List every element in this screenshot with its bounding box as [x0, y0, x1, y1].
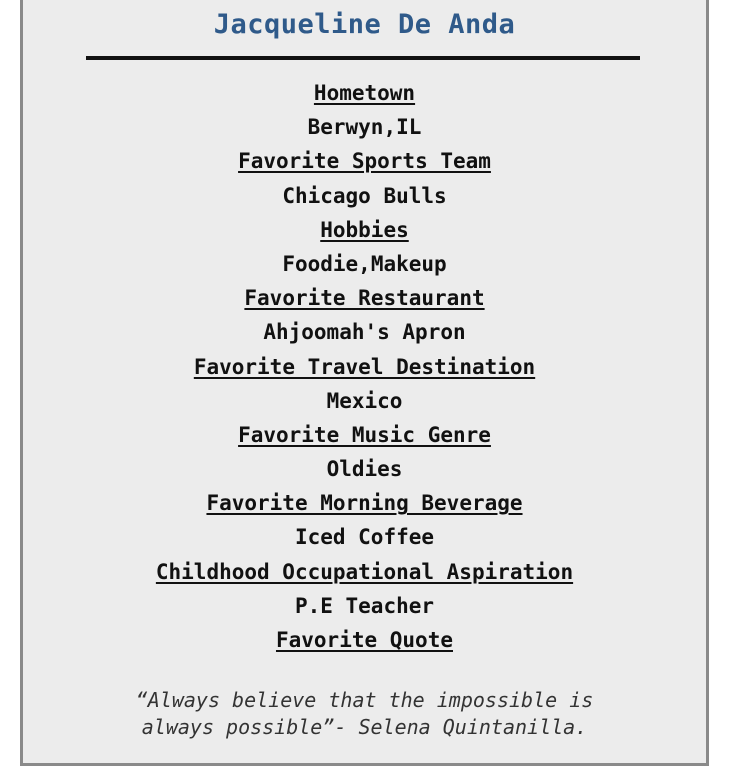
quote-line-2: always possible”- Selena Quintanilla.: [141, 715, 588, 739]
profile-name: Jacqueline De Anda: [213, 9, 516, 40]
profile-card: [20, 0, 709, 766]
field-value-hobbies: Foodie,Makeup: [282, 251, 447, 276]
title-divider: [86, 56, 640, 60]
field-value-occupational-aspiration: P.E Teacher: [294, 593, 435, 618]
quote-line-1: “Always believe that the impossible is: [135, 688, 594, 712]
field-label-favorite-quote: Favorite Quote: [275, 628, 453, 652]
field-value-restaurant: Ahjoomah's Apron: [263, 320, 466, 345]
field-value-morning-beverage: Iced Coffee: [294, 525, 435, 550]
field-label-sports-team: Favorite Sports Team: [238, 149, 491, 174]
field-label-occupational-aspiration: Childhood Occupational Aspiration: [155, 559, 574, 584]
field-value-travel-destination: Mexico: [326, 388, 403, 413]
favorite-quote: [23, 687, 706, 741]
field-label-hometown: Hometown: [313, 81, 416, 105]
field-value-music-genre: Oldies: [326, 457, 403, 482]
field-value-sports-team: Chicago Bulls: [282, 183, 447, 208]
field-value-hometown: Berwyn,IL: [307, 115, 422, 140]
field-label-morning-beverage: Favorite Morning Beverage: [206, 491, 523, 516]
field-label-restaurant: Favorite Restaurant: [244, 286, 485, 311]
profile-fields: [23, 76, 706, 657]
field-label-travel-destination: Favorite Travel Destination: [193, 354, 536, 379]
field-label-hobbies: Hobbies: [320, 217, 409, 242]
field-label-music-genre: Favorite Music Genre: [238, 422, 491, 447]
